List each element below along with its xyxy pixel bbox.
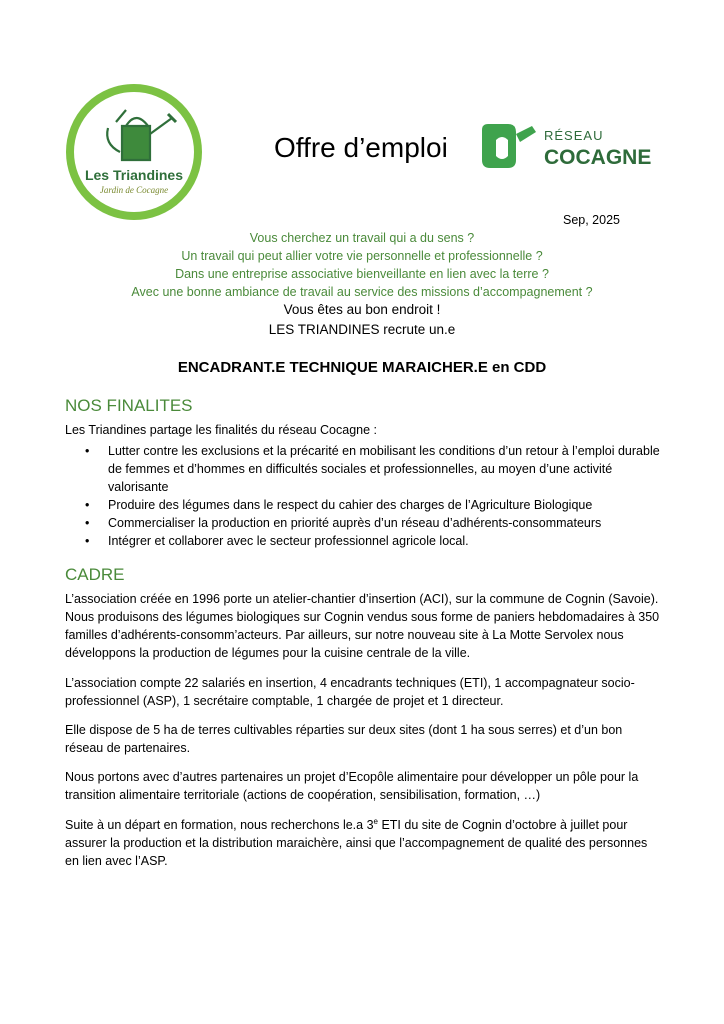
section-heading-cadre: CADRE: [65, 565, 125, 584]
list-item-text: Intégrer et collaborer avec le secteur professionnel agricole local.: [108, 534, 469, 548]
finalites-list: [65, 442, 661, 550]
intro-line: Vous êtes au bon endroit !: [283, 302, 441, 317]
logo-right-line1: RÉSEAU: [544, 128, 604, 143]
logo-left-subtext: Jardin de Cocagne: [99, 185, 169, 195]
bullet-icon: •: [85, 516, 90, 530]
list-item: [65, 442, 661, 496]
intro-questions: [60, 229, 664, 301]
logo-left-text: Les Triandines: [84, 167, 184, 183]
job-title: ENCADRANT.E TECHNIQUE MARAICHER.E en CDD: [177, 359, 547, 376]
list-item: [65, 532, 661, 550]
page-title: Offre d’emploi: [274, 132, 448, 163]
bullet-icon: •: [85, 534, 90, 548]
p5-superscript: e: [373, 816, 378, 826]
cadre-paragraph-3: Elle dispose de 5 ha de terres cultivables réparties sur deux sites (dont 1 ha sous serres) et d’un bon réseau de partenaires.: [65, 723, 623, 755]
bullet-icon: •: [85, 498, 90, 512]
cocagne-can-icon: [482, 124, 536, 168]
list-item-text: Lutter contre les exclusions et la précarité en mobilisant les conditions d’un retour à l’emploi durable de femmes et d’hommes en difficultés sociales et professionnelles, au moyen d’une activité valorisante: [108, 444, 660, 494]
logo-right-line2: COCAGNE: [544, 146, 652, 169]
intro-statement: [60, 300, 664, 340]
list-item-text: Commercialiser la production en priorité auprès d’un réseau d’adhérents-consommateurs: [108, 516, 602, 530]
les-triandines-logo: [64, 82, 204, 222]
cadre-paragraph-1: L’association créée en 1996 porte un atelier-chantier d’insertion (ACI), sur la commune de Cognin (Savoie). Nous produisons des légumes biologiques sur Cognin vendus sous forme de paniers hebdomadaires à 350 familles d’adhérents-consomm’acteurs. Par ailleurs, sur notre nouveau site à La Motte Servolex nous développons la production de légumes pour la cuisine centrale de la ville.: [65, 592, 660, 660]
finalites-lead: Les Triandines partage les finalités du réseau Cocagne :: [65, 423, 377, 437]
cadre-paragraph-2: L’association compte 22 salariés en insertion, 4 encadrants techniques (ETI), 1 accompagnateur socio-professionnel (ASP), 1 secrétaire comptable, 1 chargée de projet et 1 directeur.: [65, 676, 635, 708]
section-heading-finalites: NOS FINALITES: [65, 396, 193, 415]
cadre-paragraph-5: [65, 816, 661, 870]
reseau-cocagne-logo: [478, 120, 658, 174]
list-item-text: Produire des légumes dans le respect du cahier des charges de l’Agriculture Biologique: [108, 498, 593, 512]
intro-line: LES TRIANDINES recrute un.e: [268, 322, 456, 337]
p5-before: Suite à un départ en formation, nous recherchons le.a 3: [65, 818, 374, 832]
intro-question: Avec une bonne ambiance de travail au service des missions d’accompagnement ?: [131, 285, 593, 299]
intro-question: Un travail qui peut allier votre vie personnelle et professionnelle ?: [181, 249, 543, 263]
intro-question: Vous cherchez un travail qui a du sens ?: [249, 231, 475, 245]
bullet-icon: •: [85, 444, 90, 458]
list-item: [65, 496, 661, 514]
cadre-paragraph-4: Nous portons avec d’autres partenaires un projet d’Ecopôle alimentaire pour développer un pôle pour la transition alimentaire territoriale (actions de coopération, sensibilisation, formation, …): [65, 770, 639, 802]
intro-question: Dans une entreprise associative bienveillante en lien avec la terre ?: [175, 267, 549, 281]
offer-date: Sep, 2025: [563, 213, 620, 227]
p5-after: ETI du site de Cognin d’octobre à juillet pour assurer la production et la distribution maraichère, ainsi que l’accompagnement de qualité des personnes en lien avec l’ASP.: [65, 818, 648, 868]
list-item: [65, 514, 661, 532]
